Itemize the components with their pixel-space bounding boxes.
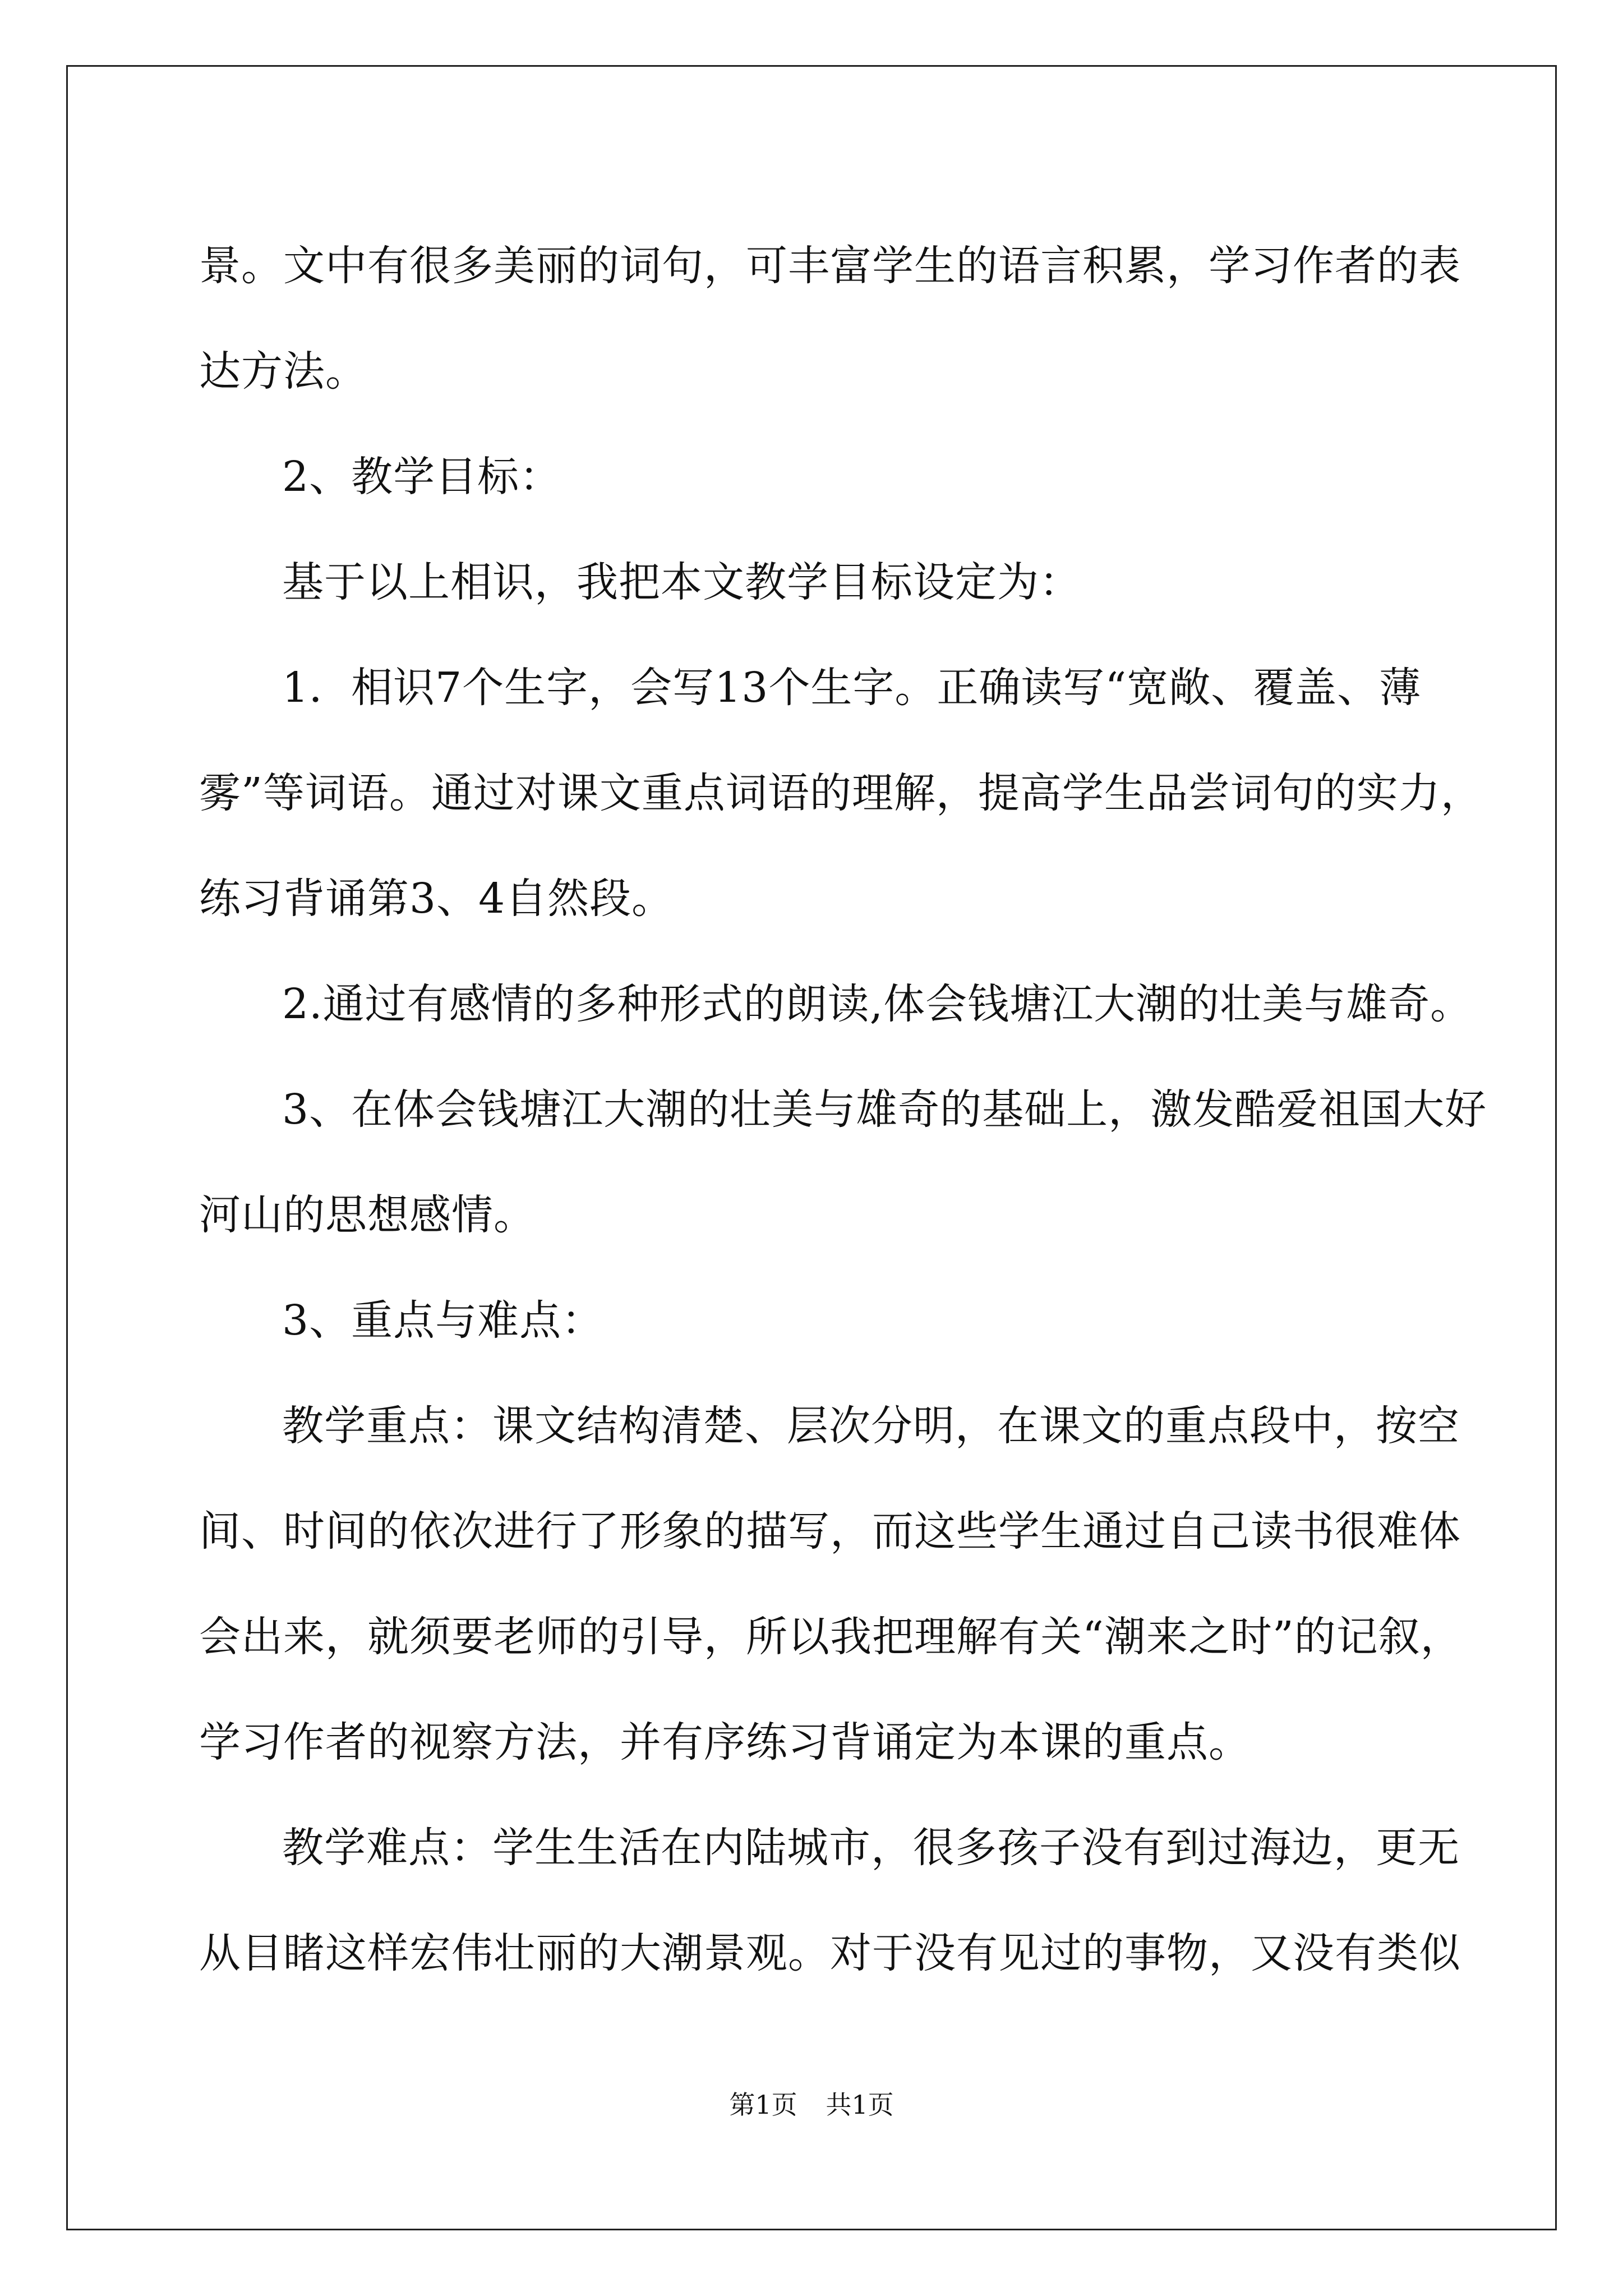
text-line: 间、时间的依次进行了形象的描写，而这些学生通过自己读书很难体 [199, 1507, 1461, 1556]
page-total: 共1页 [826, 2090, 894, 2120]
text-line: 3、重点与难点： [282, 1296, 604, 1345]
text-line: 3、在体会钱塘江大潮的壮美与雄奇的基础上，激发酷爱祖国大好 [282, 1085, 1487, 1134]
text-line: 2.通过有感情的多种形式的朗读,体会钱塘江大潮的壮美与雄奇。 [282, 980, 1473, 1028]
text-line: 从目睹这样宏伟壮丽的大潮景观。对于没有见过的事物，又没有类似 [199, 1929, 1461, 1977]
text-line: 练习背诵第3、4自然段。 [199, 875, 674, 923]
page-footer [0, 2088, 1623, 2122]
document-body [199, 213, 1487, 2006]
text-line: 达方法。 [199, 347, 367, 395]
text-line: 教学重点：课文结构清楚、层次分明，在课文的重点段中，按空 [282, 1402, 1460, 1450]
text-line: 教学难点：学生生活在内陆城市，很多孩子没有到过海边，更无 [282, 1824, 1460, 1872]
text-line: 会出来，就须要老师的引导，所以我把理解有关“潮来之时”的记叙， [199, 1613, 1463, 1661]
page-number: 第1页 [729, 2090, 797, 2120]
text-line: 河山的思想感情。 [199, 1191, 536, 1239]
text-line: 基于以上相识，我把本文教学目标设定为： [282, 558, 1081, 606]
text-line: 景。文中有很多美丽的词句，可丰富学生的语言积累，学习作者的表 [199, 242, 1461, 290]
text-line: 1．相识7个生字，会写13个生字。正确读写“宽敞、覆盖、薄 [282, 664, 1422, 712]
text-line: 学习作者的视察方法，并有序练习背诵定为本课的重点。 [199, 1718, 1251, 1766]
text-line: 雾”等词语。通过对课文重点词语的理解，提高学生品尝词句的实力， [199, 769, 1483, 817]
text-line: 2、教学目标： [282, 453, 562, 501]
